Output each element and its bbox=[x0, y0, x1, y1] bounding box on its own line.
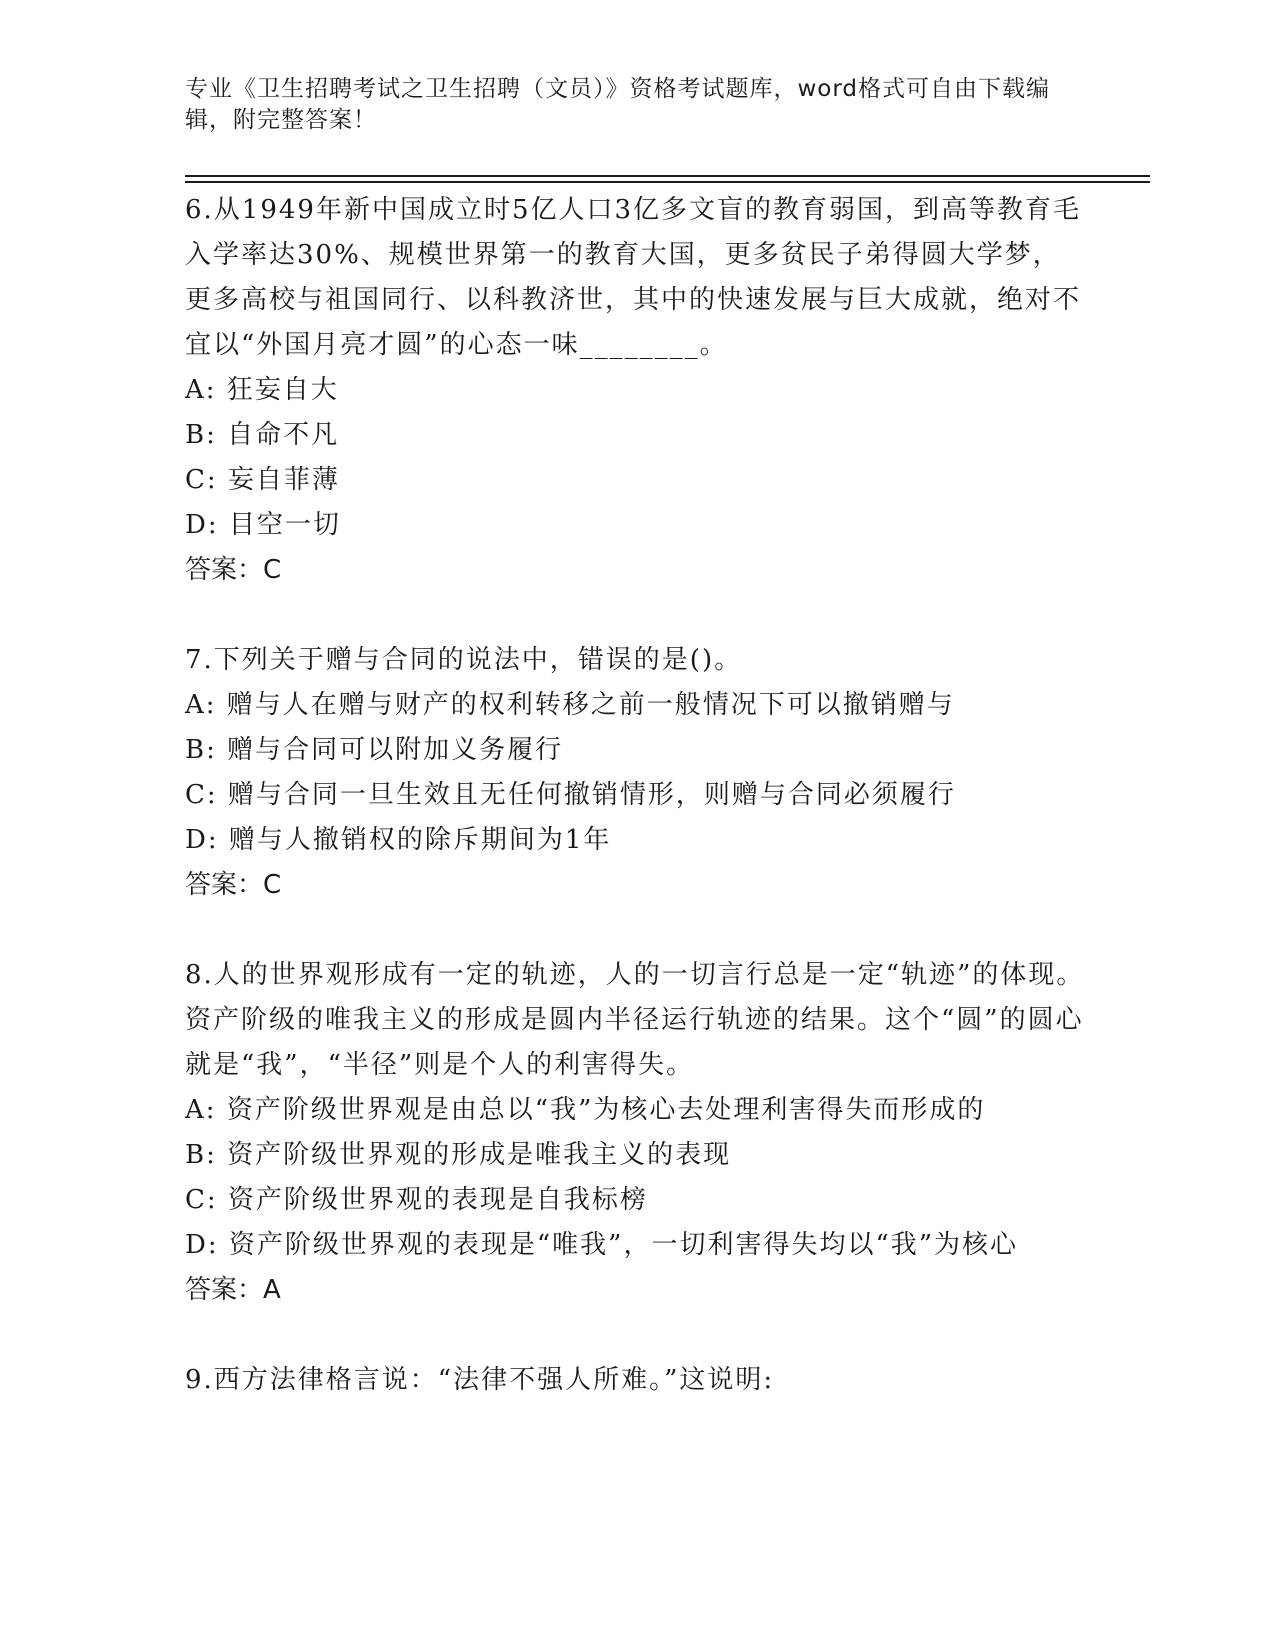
question-9 bbox=[185, 1358, 1085, 1403]
option-b: B: 赠与合同可以附加义务履行 bbox=[185, 735, 564, 765]
question-spacer bbox=[185, 1313, 1085, 1358]
header-divider-bottom bbox=[185, 181, 1150, 183]
option-b: B: 资产阶级世界观的形成是唯我主义的表现 bbox=[185, 1140, 732, 1170]
question-list bbox=[185, 188, 1085, 1403]
option-c: C: 赠与合同一旦生效且无任何撤销情形，则赠与合同必须履行 bbox=[185, 780, 956, 810]
option-b: B: 自命不凡 bbox=[185, 420, 340, 450]
question-stem: 9.西方法律格言说：“法律不强人所难。”这说明: bbox=[185, 1365, 775, 1395]
question-stem: 7.下列关于赠与合同的说法中，错误的是()。 bbox=[185, 645, 743, 675]
option-a: A: 狂妄自大 bbox=[185, 375, 339, 405]
answer-line: 答案：C bbox=[185, 870, 282, 900]
question-stem: 8.人的世界观形成有一定的轨迹，人的一切言行总是一定“轨迹”的体现。资产阶级的唯我主义的形成是圆内半径运行轨迹的结果。这个“圆”的圆心就是“我”，“半径”则是个人的利害得失。 bbox=[185, 960, 1085, 1080]
question-spacer bbox=[185, 908, 1085, 953]
answer-line: 答案：A bbox=[185, 1275, 281, 1305]
option-d: D: 目空一切 bbox=[185, 510, 341, 540]
header-divider-top bbox=[185, 175, 1150, 177]
document-header: 专业《卫生招聘考试之卫生招聘（文员）》资格考试题库，word格式可自由下载编辑，附完整答案！ bbox=[185, 76, 1051, 133]
question-stem: 6.从1949年新中国成立时5亿人口3亿多文盲的教育弱国，到高等教育毛入学率达30%、规模世界第一的教育大国，更多贫民子弟得圆大学梦，更多高校与祖国同行、以科教济世，其中的快速发展与巨大成就，绝对不宜以“外国月亮才圆”的心态一味________。 bbox=[185, 195, 1082, 360]
option-d: D: 赠与人撤销权的除斥期间为1年 bbox=[185, 825, 612, 855]
question-8 bbox=[185, 953, 1085, 1313]
answer-line: 答案：C bbox=[185, 555, 282, 585]
option-a: A: 资产阶级世界观是由总以“我”为核心去处理利害得失而形成的 bbox=[185, 1095, 986, 1125]
question-7 bbox=[185, 638, 1085, 908]
option-c: C: 资产阶级世界观的表现是自我标榜 bbox=[185, 1185, 648, 1215]
question-6 bbox=[185, 188, 1085, 593]
option-d: D: 资产阶级世界观的表现是“唯我”，一切利害得失均以“我”为核心 bbox=[185, 1230, 1019, 1260]
option-a: A: 赠与人在赠与财产的权利转移之前一般情况下可以撤销赠与 bbox=[185, 690, 955, 720]
option-c: C: 妄自菲薄 bbox=[185, 465, 340, 495]
question-spacer bbox=[185, 593, 1085, 638]
